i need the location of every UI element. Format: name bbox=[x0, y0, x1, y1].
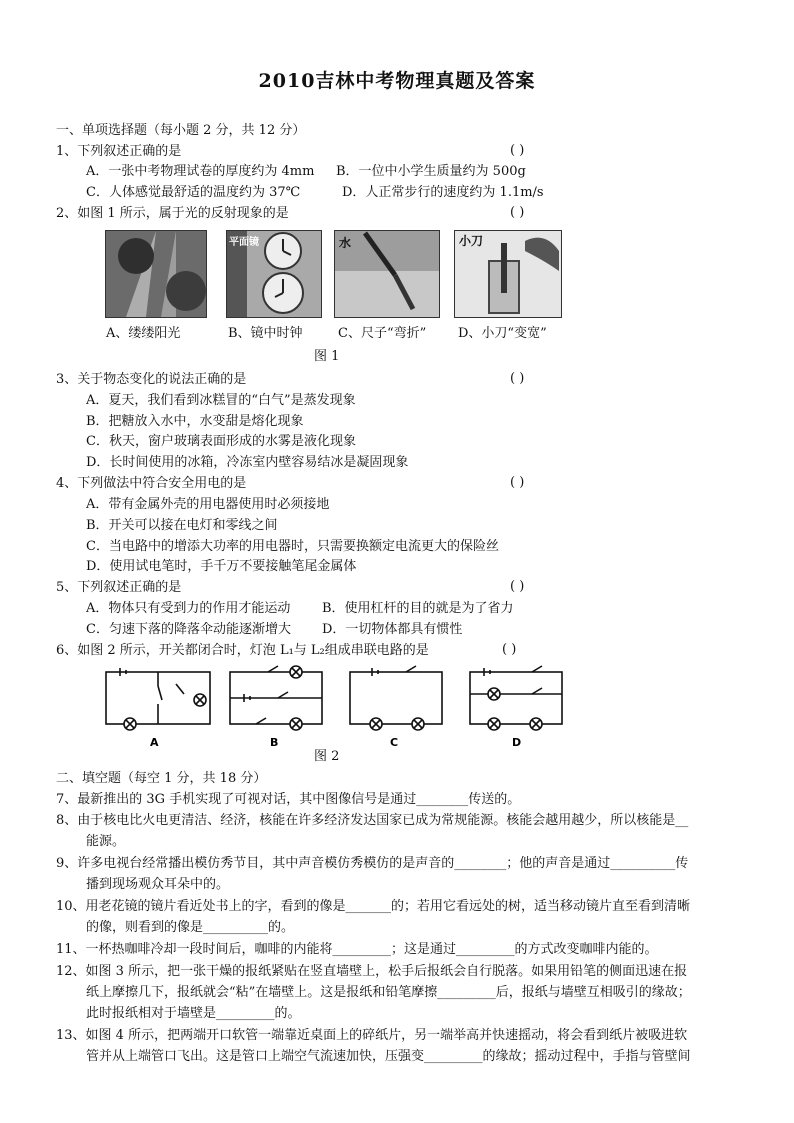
q4-answer-blank: ( ) bbox=[510, 475, 525, 490]
photo-label-knife: 小刀 bbox=[459, 234, 484, 248]
q5-option-b: B．使用杠杆的目的就是为了省力 bbox=[322, 601, 514, 616]
q7: 7、最新推出的 3G 手机实现了可视对话，其中图像信号是通过________传送的。 bbox=[56, 792, 521, 807]
q4-option-a: A．带有金属外壳的用电器使用时必须接地 bbox=[86, 497, 330, 512]
q3-option-d: D．长时间使用的冰箱，冷冻室内壁容易结冰是凝固现象 bbox=[86, 455, 409, 470]
q6-stem: 6、如图 2 所示，开关都闭合时，灯泡 L₁与 L₂组成串联电路的是 bbox=[56, 643, 429, 658]
q12-line1: 12、如图 3 所示，把一张干燥的报纸紧贴在竖直墙壁上，松手后报纸会自行脱落。如果用铅笔的侧面迅速在报 bbox=[56, 964, 688, 979]
q1-answer-blank: ( ) bbox=[510, 143, 525, 158]
fig1-label: 图 1 bbox=[314, 349, 340, 364]
q1-option-b: B．一位中小学生质量约为 500g bbox=[336, 164, 526, 179]
photo-mirror-clock bbox=[226, 230, 322, 318]
q13-line1: 13、如图 4 所示，把两端开口软管一端靠近桌面上的碎纸片，另一端举高并快速摇动，将会看到纸片被吸进软 bbox=[56, 1028, 688, 1043]
circuit-label-d: D bbox=[512, 736, 522, 749]
q4-option-c: C．当电路中的增添大功率的用电器时，只需要换额定电流更大的保险丝 bbox=[86, 539, 499, 554]
q4-stem: 4、下列做法中符合安全用电的是 bbox=[56, 476, 247, 491]
fig2-label: 图 2 bbox=[314, 749, 340, 764]
circuit-d bbox=[470, 666, 562, 730]
photo-label-water: 水 bbox=[339, 236, 352, 250]
q2-stem: 2、如图 1 所示，属于光的反射现象的是 bbox=[56, 206, 289, 221]
photo-sunbeams bbox=[105, 230, 207, 318]
photo-label-mirror: 平面镜 bbox=[229, 237, 259, 248]
section-heading-1: 一、单项选择题（每小题 2 分，共 12 分） bbox=[56, 123, 306, 138]
circuit-label-c: C bbox=[390, 736, 399, 749]
q3-stem: 3、关于物态变化的说法正确的是 bbox=[56, 372, 247, 387]
circuit-label-b: B bbox=[270, 736, 279, 749]
q12-line2: 纸上摩擦几下，报纸就会“粘”在墙壁上。这是报纸和铅笔摩擦_________后，报纸与墙壁互相吸引的缘故； bbox=[86, 985, 691, 1000]
circuit-b bbox=[230, 666, 322, 730]
page-title: 2010吉林中考物理真题及答案 bbox=[258, 70, 536, 92]
fig1-caption-b: B、镜中时钟 bbox=[228, 326, 303, 341]
q5-answer-blank: ( ) bbox=[510, 579, 525, 594]
q3-option-c: C．秋天，窗户玻璃表面形成的水雾是液化现象 bbox=[86, 434, 356, 449]
q8-line1: 8、由于核电比火电更清洁、经济，核能在许多经济发达国家已成为常规能源。核能会越用越少，所以核能是__ bbox=[56, 813, 689, 828]
sunbeam-image bbox=[106, 231, 206, 317]
photo-bent-ruler bbox=[334, 230, 440, 318]
q2-answer-blank: ( ) bbox=[510, 205, 525, 220]
fig1-caption-c: C、尺子“弯折” bbox=[338, 326, 427, 341]
circuit-label-a: A bbox=[150, 736, 159, 749]
fig1-caption-d: D、小刀“变宽” bbox=[458, 326, 547, 341]
bent-ruler-image bbox=[335, 231, 439, 317]
q9-line1: 9、许多电视台经常播出模仿秀节目，其中声音模仿秀模仿的是声音的________；他的声音是通过__________传 bbox=[56, 856, 689, 871]
section-heading-2: 二、填空题（每空 1 分，共 18 分） bbox=[56, 771, 267, 786]
q10-line1: 10、用老花镜的镜片看近处书上的字，看到的像是_______的；若用它看远处的树，适当移动镜片直至看到清晰 bbox=[56, 899, 691, 914]
q3-answer-blank: ( ) bbox=[510, 371, 525, 386]
q1-option-a: A．一张中考物理试卷的厚度约为 4mm bbox=[86, 164, 315, 179]
q5-option-a: A．物体只有受到力的作用才能运动 bbox=[86, 601, 291, 616]
q12-line3: 此时报纸相对于墙壁是_________的。 bbox=[86, 1006, 301, 1021]
photo-knife-glass bbox=[454, 230, 562, 318]
q9-line2: 播到现场观众耳朵中的。 bbox=[86, 877, 230, 892]
circuit-a bbox=[106, 668, 210, 730]
q3-option-b: B．把糖放入水中，水变甜是熔化现象 bbox=[86, 414, 304, 429]
q13-line2: 管并从上端管口飞出。这是管口上端空气流速加快，压强变_________的缘故；摇动过程中，手指与管壁间 bbox=[86, 1049, 691, 1064]
q8-line2: 能源。 bbox=[86, 834, 126, 849]
mirror-clock-image bbox=[227, 231, 321, 317]
q6-answer-blank: ( ) bbox=[502, 642, 517, 657]
q3-option-a: A．夏天，我们看到冰糕冒的“白气”是蒸发现象 bbox=[86, 393, 356, 408]
q4-option-b: B．开关可以接在电灯和零线之间 bbox=[86, 518, 278, 533]
fig1-caption-a: A、缕缕阳光 bbox=[106, 326, 181, 341]
circuit-diagrams bbox=[100, 664, 570, 750]
q1-option-d: D．人正常步行的速度约为 1.1m/s bbox=[342, 185, 544, 200]
q1-option-c: C．人体感觉最舒适的温度约为 37℃ bbox=[86, 185, 301, 200]
q10-line2: 的像，则看到的像是__________的。 bbox=[86, 920, 295, 935]
q1-stem: 1、下列叙述正确的是 bbox=[56, 144, 182, 159]
q4-option-d: D．使用试电笔时，手千万不要接触笔尾金属体 bbox=[86, 559, 357, 574]
q5-option-c: C．匀速下落的降落伞动能逐渐增大 bbox=[86, 622, 291, 637]
circuit-c bbox=[350, 666, 442, 730]
q5-stem: 5、下列叙述正确的是 bbox=[56, 580, 182, 595]
q5-option-d: D．一切物体都具有惯性 bbox=[322, 622, 463, 637]
knife-glass-image bbox=[455, 231, 561, 317]
q11: 11、一杯热咖啡冷却一段时间后，咖啡的内能将_________；这是通过_________的方式改变咖啡内能的。 bbox=[56, 942, 658, 957]
